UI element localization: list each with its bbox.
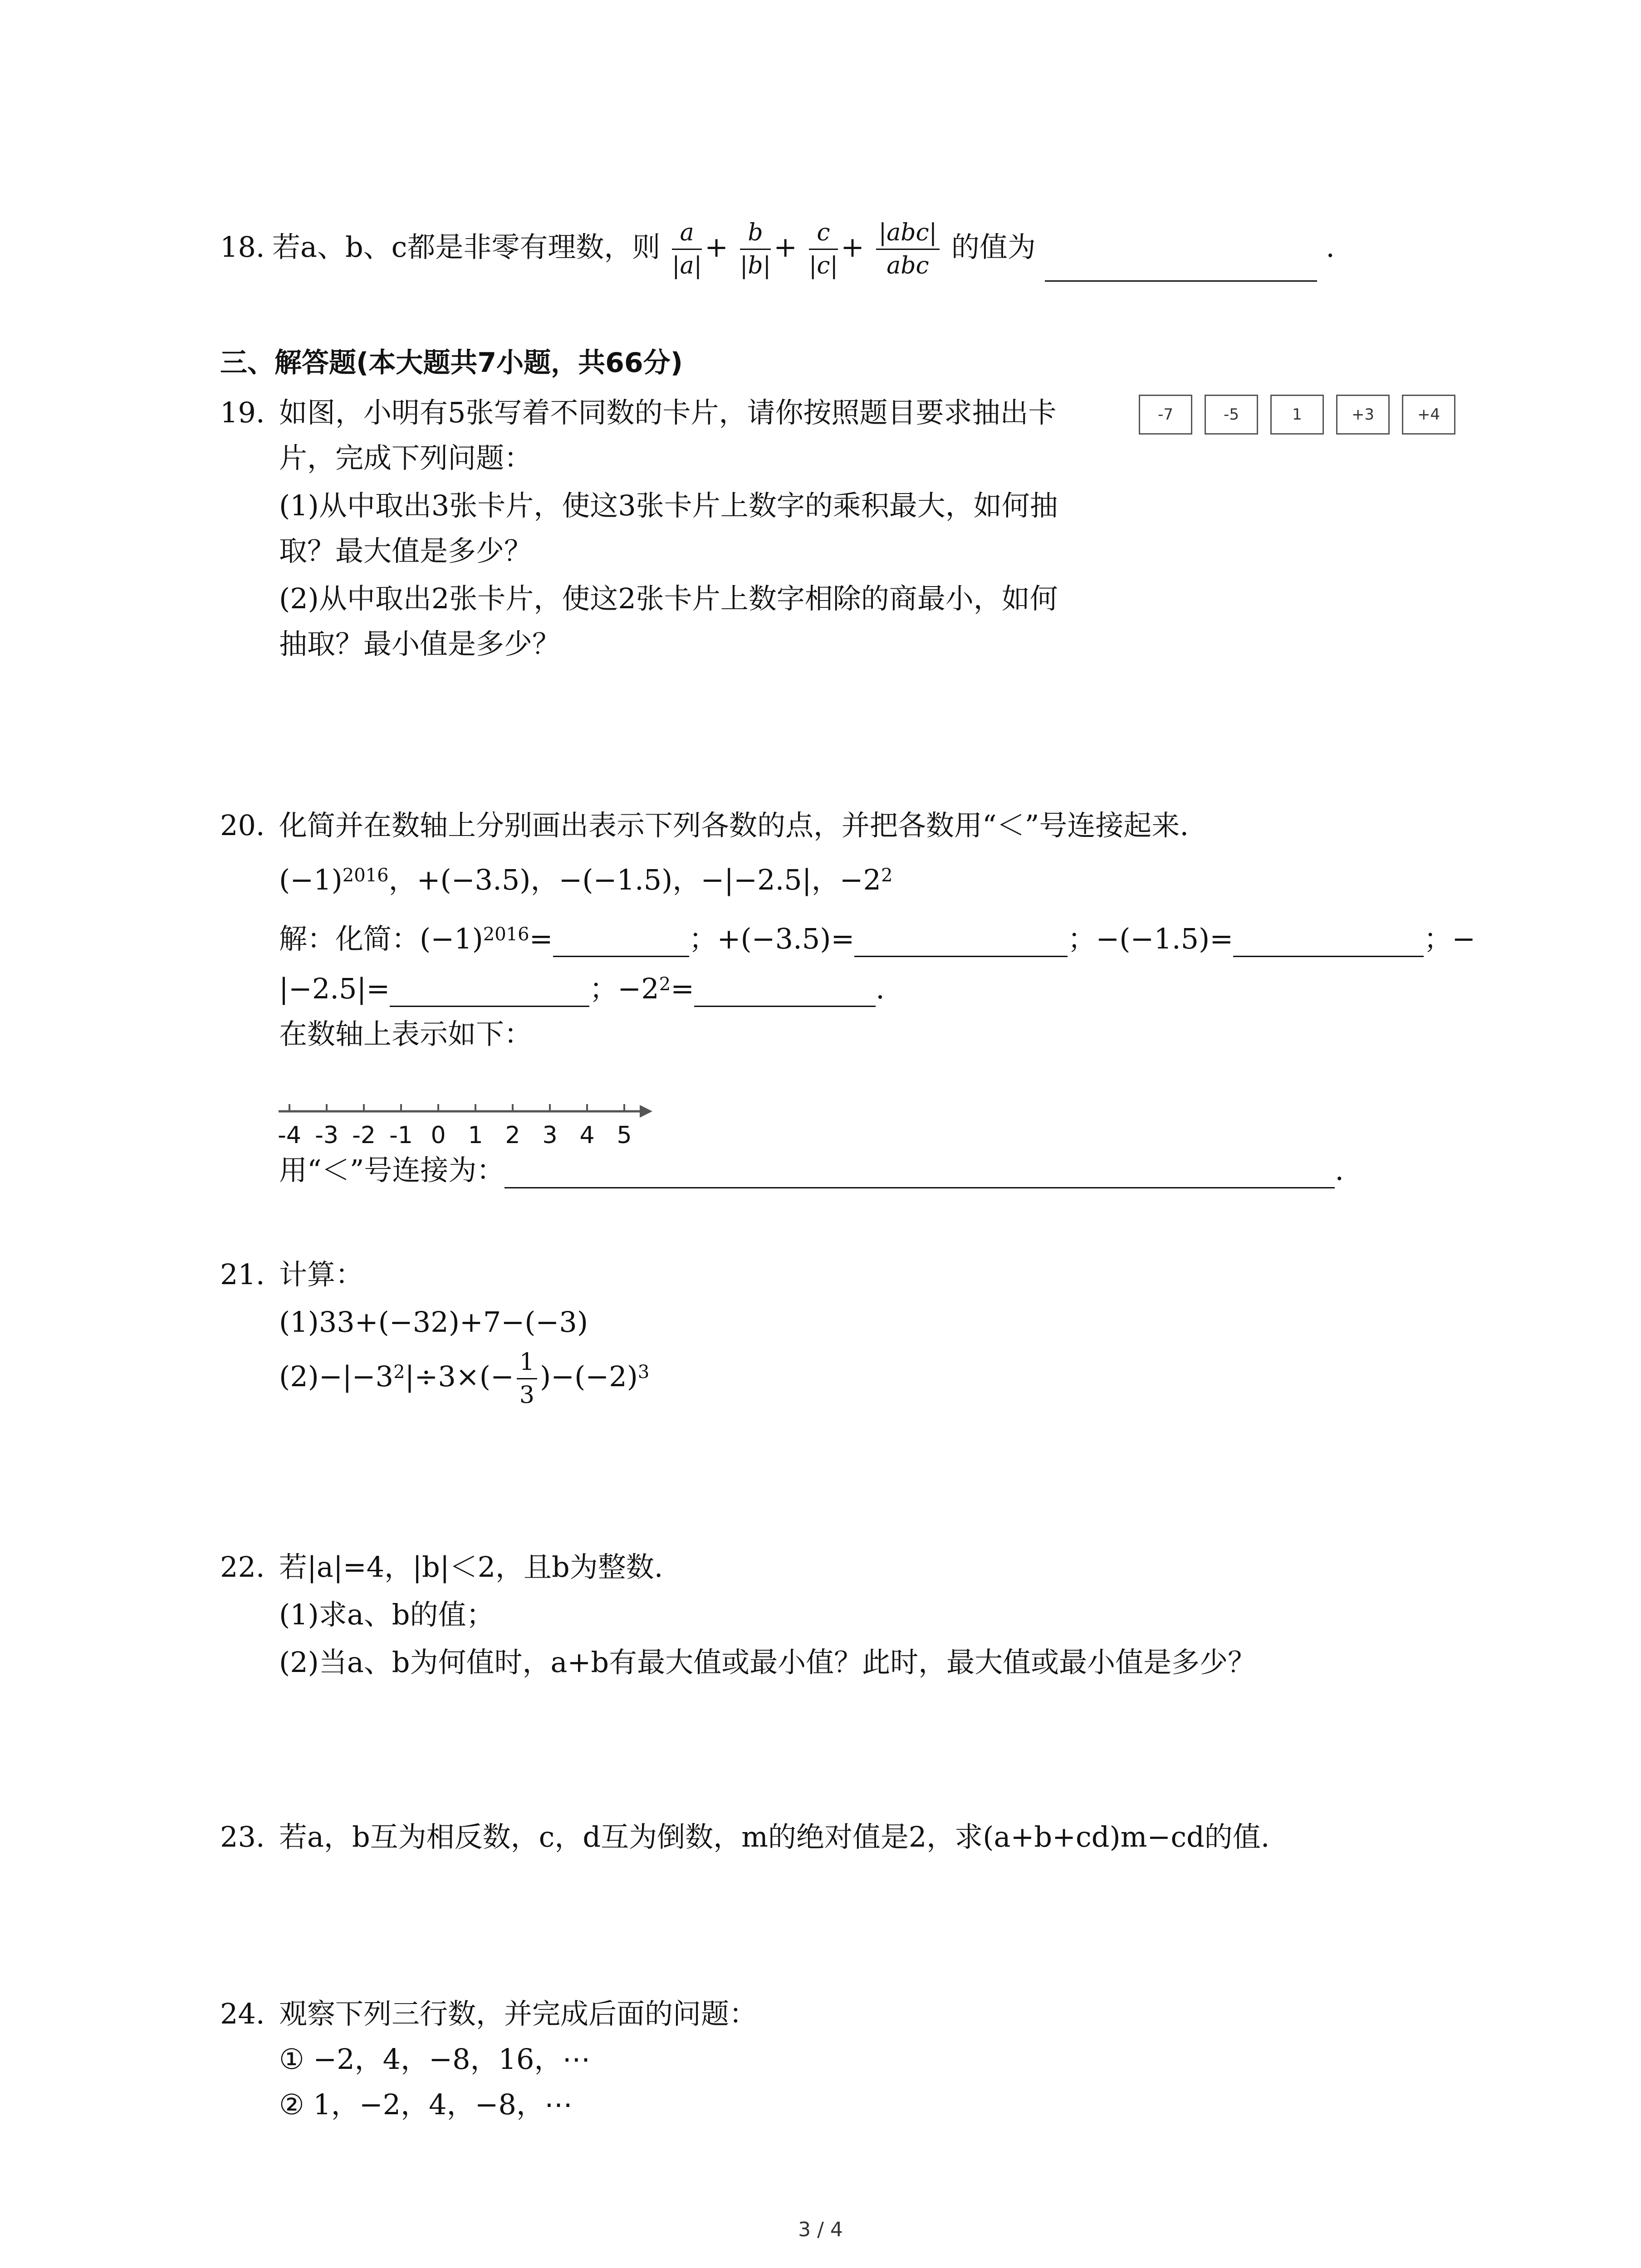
q19-line4: 取？最大值是多少？ [279,534,533,567]
q19-line5: (2)从中取出2张卡片，使这2张卡片上数字相除的商最小，如何 [279,582,1058,615]
q20-number: 20. [220,809,265,842]
q22-line2: (1)求a、b的值； [279,1598,495,1631]
q19-card-4: +3 [1336,395,1390,435]
section3-title: 三、解答题(本大题共7小题，共66分) [220,347,683,379]
q21-fraction: $\frac{1}{3}$ [517,1346,537,1411]
number-line [277,1098,658,1152]
number-line-label: 5 [617,1122,632,1149]
q19-line6: 抽取？最小值是多少？ [279,627,561,660]
q18-text-after: 的值为 [951,230,1036,264]
q20-line1: 化简并在数轴上分别画出表示下列各数的点，并把各数用“＜”号连接起来. [279,809,1189,842]
q22-line3: (2)当a、b为何值时，a+b有最大值或最小值？此时，最大值或最小值是多少？ [279,1646,1256,1679]
number-line-label: -2 [352,1122,376,1149]
q20-blank-4[interactable] [390,978,589,1007]
q21-item1: (1)33+(−32)+7−(−3) [279,1305,588,1339]
q21-number: 21. [220,1258,265,1291]
q21-title: 计算： [279,1258,364,1291]
q21-item2: $(2)-|-3^2|\div 3\times(-$ $\frac{1}{3}$ )$-(-2)^3$ [279,1343,649,1411]
q19-card-2: -5 [1205,395,1258,435]
number-line-label: -4 [278,1122,301,1149]
number-line-label: -1 [389,1122,413,1149]
q23-number: 23. [220,1820,265,1853]
q18-text-before: 若a、b、c都是非零有理数，则 [272,230,661,264]
q24-row1: ① −2，4，−8，16，⋯ [279,2043,591,2076]
q18-number: 18. [220,230,265,264]
number-line-label: 3 [542,1122,558,1149]
q19-card-3: 1 [1270,395,1324,435]
page-number: 3 / 4 [798,2218,843,2241]
q20-blank-5[interactable] [694,978,876,1007]
q22-line1: 若|a|=4，|b|＜2，且b为整数. [279,1550,663,1584]
q19-line1: 如图，小明有5张写着不同数的卡片，请你按照题目要求抽出卡 [279,396,1057,429]
q18-line: 若a、b、c都是非零有理数，则 $\frac{a}{|a|}$ + $\frac{b}{|b|}$ + $\frac{c}{|c|}$ + $\frac{\text{|abc|}}{\text{abc}}$ 的值为 . [272,213,1335,282]
q20-connect-line: 用“＜”号连接为： . [279,1152,1344,1188]
q20-solution-line1: 解：化简：$(-1)^{2016}=$ ；+(−3.5)= ；−(−1.5)= ；− [279,921,1475,957]
q22-number: 22. [220,1550,265,1584]
number-line-label: 1 [468,1122,483,1149]
q18-fraction-b: $\frac{b}{|b|}$ [740,217,771,282]
q24-line1: 观察下列三行数，并完成后面的问题： [279,1997,758,2030]
q23-line1: 若a，b互为相反数，c，d互为倒数，m的绝对值是2，求(a+b+cd)m−cd的值. [279,1820,1270,1853]
q18-fraction-c: $\frac{c}{|c|}$ [809,217,838,282]
q18-answer-blank[interactable] [1045,253,1317,282]
q18-fraction-abc: $\frac{\text{|abc|}}{\text{abc}}$ [876,217,940,282]
q20-axis-caption: 在数轴上表示如下： [279,1017,533,1051]
number-line-label: 2 [505,1122,520,1149]
q20-blank-1[interactable] [553,929,689,957]
number-line-label: 4 [579,1122,595,1149]
q24-number: 24. [220,1997,265,2030]
q24-row2: ② 1，−2，4，−8，⋯ [279,2088,573,2121]
q20-connect-blank[interactable] [505,1160,1335,1188]
q19-line2: 片，完成下列问题： [279,441,533,474]
q19-card-5: +4 [1402,395,1455,435]
q20-values: $(-1)^{2016}$，+(−3.5)，−(−1.5)，−|−2.5|，$-2^2$ [279,863,893,896]
q20-blank-3[interactable] [1233,929,1424,957]
number-line-label: -3 [315,1122,338,1149]
number-line-label: 0 [431,1122,446,1149]
q19-number: 19. [220,396,265,429]
q20-solution-line2: |−2.5|= ；$-2^2=$ . [279,971,885,1007]
q19-card-1: -7 [1139,395,1192,435]
q18-fraction-a: $\frac{a}{|a|}$ [672,217,702,282]
q19-line3: (1)从中取出3张卡片，使这3张卡片上数字的乘积最大，如何抽 [279,489,1058,522]
q20-blank-2[interactable] [854,929,1068,957]
